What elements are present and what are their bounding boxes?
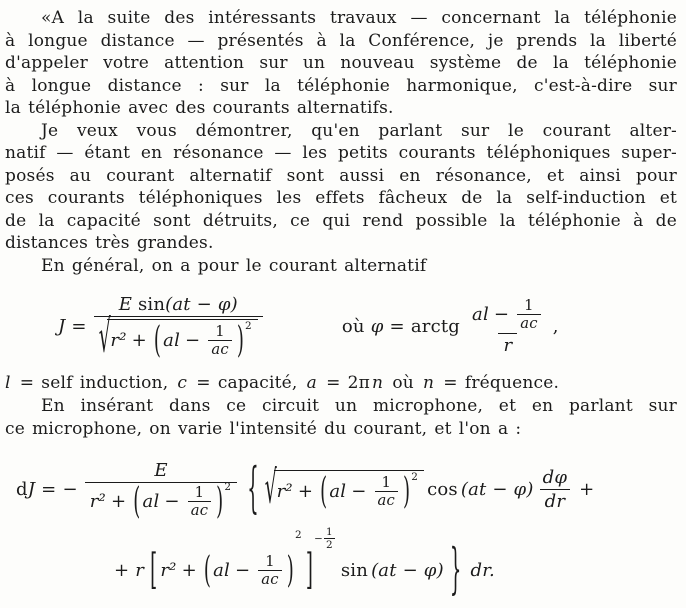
- math-token: cos: [427, 478, 458, 500]
- math-token: E: [118, 294, 133, 315]
- big-brace-left: {: [247, 457, 259, 521]
- fraction: [258, 553, 281, 588]
- text: = self induction,: [19, 373, 169, 393]
- math-token: al: [163, 330, 181, 351]
- text-line: «A la suite des intéressants travaux — concernant la téléphonie: [41, 8, 677, 28]
- paragraph-2: [5, 120, 677, 255]
- fraction: [467, 296, 549, 357]
- math-token: =: [41, 478, 57, 500]
- big-paren-right: ): [236, 318, 245, 363]
- radicand: [274, 469, 425, 513]
- math-token: J: [58, 315, 66, 337]
- math-token: r²: [89, 490, 106, 512]
- math-token: +: [579, 478, 595, 500]
- math-token: (at − φ): [165, 294, 238, 315]
- paragraph-4: [5, 395, 677, 440]
- square-root: [98, 311, 258, 365]
- text-line: à longue distance — présentés à la Conférence, je prends la liberté: [5, 30, 677, 51]
- math-token: r: [135, 559, 145, 581]
- math-token: [16, 479, 35, 500]
- math-token: −: [62, 478, 78, 500]
- math-token: a: [306, 373, 317, 393]
- superscript-2: 2: [411, 470, 419, 483]
- math-token: al: [142, 490, 160, 512]
- text-line: distances très grandes.: [5, 233, 214, 253]
- text: où: [392, 373, 414, 393]
- text-line: la téléphonie avec des courants alternatifs.: [5, 98, 394, 118]
- fraction: [188, 484, 211, 519]
- math-token: r: [503, 334, 513, 356]
- numerator: 1: [194, 483, 205, 501]
- text-line: En insérant dans ce circuit un microphone, et en parlant sur: [41, 396, 677, 416]
- denominator: ac: [208, 340, 231, 358]
- fraction: [375, 474, 398, 509]
- math-token: +: [297, 480, 314, 502]
- math-token: =: [71, 315, 87, 337]
- text-line: ces courants téléphoniques les effets fâcheux de la self-induction et: [5, 188, 677, 208]
- math-token: n: [372, 373, 384, 393]
- math-token: J: [27, 478, 36, 500]
- math-token: =: [389, 315, 405, 337]
- math-token: d: [16, 478, 28, 500]
- math-token: al: [472, 303, 489, 325]
- math-token: al: [213, 559, 230, 581]
- text-line: d'appeler votre attention sur un nouveau système de la téléphonie: [5, 53, 677, 73]
- numerator: 1: [265, 552, 275, 570]
- fraction: [538, 466, 573, 513]
- math-token: ,: [552, 315, 559, 337]
- math-token: +: [110, 490, 127, 512]
- big-paren-left: (: [320, 469, 328, 513]
- square-root: [264, 462, 424, 515]
- big-paren-left: (: [133, 479, 141, 523]
- math-token: −: [185, 330, 201, 351]
- fraction: [94, 293, 263, 365]
- denominator: [85, 479, 238, 523]
- numerator: [114, 293, 243, 316]
- radicand: [107, 318, 258, 363]
- math-token: al: [329, 480, 347, 502]
- text-line: ce microphone, on varie l'intensité du courant, et l'on a :: [5, 418, 522, 439]
- math-token: −: [164, 490, 180, 512]
- text-line: natif — étant en résonance — les petits courants téléphoniques super-: [5, 143, 677, 163]
- numerator: 1: [524, 296, 534, 314]
- math-token: −: [351, 480, 367, 502]
- denominator: [94, 311, 263, 365]
- fraction: [517, 297, 540, 332]
- denominator: dr: [540, 489, 571, 513]
- math-token: sin: [137, 294, 166, 315]
- math-token: −: [493, 303, 510, 325]
- math-token: E: [154, 459, 168, 481]
- numerator: dφ: [542, 466, 568, 488]
- denominator: ac: [188, 501, 211, 519]
- math-token: −: [314, 532, 324, 545]
- superscript-2: 2: [224, 480, 232, 493]
- math-token: −: [235, 559, 251, 581]
- numerator: 1: [381, 473, 392, 491]
- paragraph-1: [5, 7, 677, 120]
- superscript-2: 2: [295, 529, 302, 541]
- variables-definition-line: [5, 372, 677, 395]
- denominator: ac: [517, 314, 540, 332]
- text: = capacité,: [196, 373, 298, 393]
- big-paren-right: ): [216, 479, 224, 523]
- radical-icon: √: [98, 311, 111, 365]
- math-token: r²: [160, 559, 177, 581]
- text-line: à longue distance : sur la téléphonie harmonique, c'est-à-dire sur: [5, 75, 677, 96]
- math-token: sin: [340, 559, 369, 581]
- fraction: [324, 526, 335, 551]
- formula-alternating-current: [55, 283, 677, 369]
- text-line: En général, on a pour le courant alternatif: [41, 255, 427, 276]
- numerator: [149, 459, 172, 482]
- numerator: 1: [326, 526, 333, 538]
- math-token: arctg: [410, 315, 461, 337]
- text: = 2π: [326, 373, 371, 393]
- big-paren-right: ): [286, 548, 294, 592]
- big-bracket-left: [: [150, 545, 158, 595]
- text-line: de la capacité sont détruits, ce qui rend possible la téléphonie à de: [5, 210, 677, 231]
- big-bracket-right: ]: [305, 545, 314, 595]
- math-token: +: [131, 330, 147, 351]
- math-token: +: [114, 559, 130, 581]
- text: = fréquence.: [443, 373, 560, 393]
- superscript-2: 2: [245, 320, 252, 332]
- numerator: 1: [215, 323, 225, 340]
- math-token: φ: [370, 315, 384, 337]
- math-token: c: [177, 373, 188, 393]
- radical-icon: √: [264, 462, 277, 515]
- numerator: [467, 296, 549, 333]
- math-token: l: [5, 373, 11, 393]
- denominator: [498, 333, 517, 357]
- big-paren-right: ): [403, 469, 411, 513]
- formula-differential-line-2: [111, 526, 677, 608]
- math-token: +: [181, 559, 197, 581]
- big-paren-left: (: [153, 318, 162, 363]
- fraction: [85, 459, 238, 523]
- math-token: r²: [276, 480, 293, 502]
- denominator: ac: [375, 491, 398, 509]
- math-token: n: [423, 373, 435, 393]
- math-token: dr.: [470, 559, 495, 581]
- math-token: r²: [110, 330, 127, 351]
- text-line: posés au courant alternatif sont aussi en résonance, et ainsi pour: [5, 165, 677, 186]
- denominator: ac: [258, 570, 281, 588]
- big-paren-left: (: [203, 548, 212, 592]
- denominator: 2: [326, 539, 333, 551]
- fraction: [208, 323, 231, 358]
- exponent-minus-one-half: [314, 526, 336, 551]
- paragraph-3: [5, 255, 677, 278]
- big-brace-right: }: [449, 538, 462, 602]
- formula-differential-line-1: [13, 446, 677, 532]
- math-token: (at − φ): [460, 478, 534, 500]
- text-line: Je veux vous démontrer, qu'en parlant sur le courant alter-: [41, 120, 677, 141]
- math-token: où: [341, 315, 365, 337]
- math-token: (at − φ): [371, 559, 444, 581]
